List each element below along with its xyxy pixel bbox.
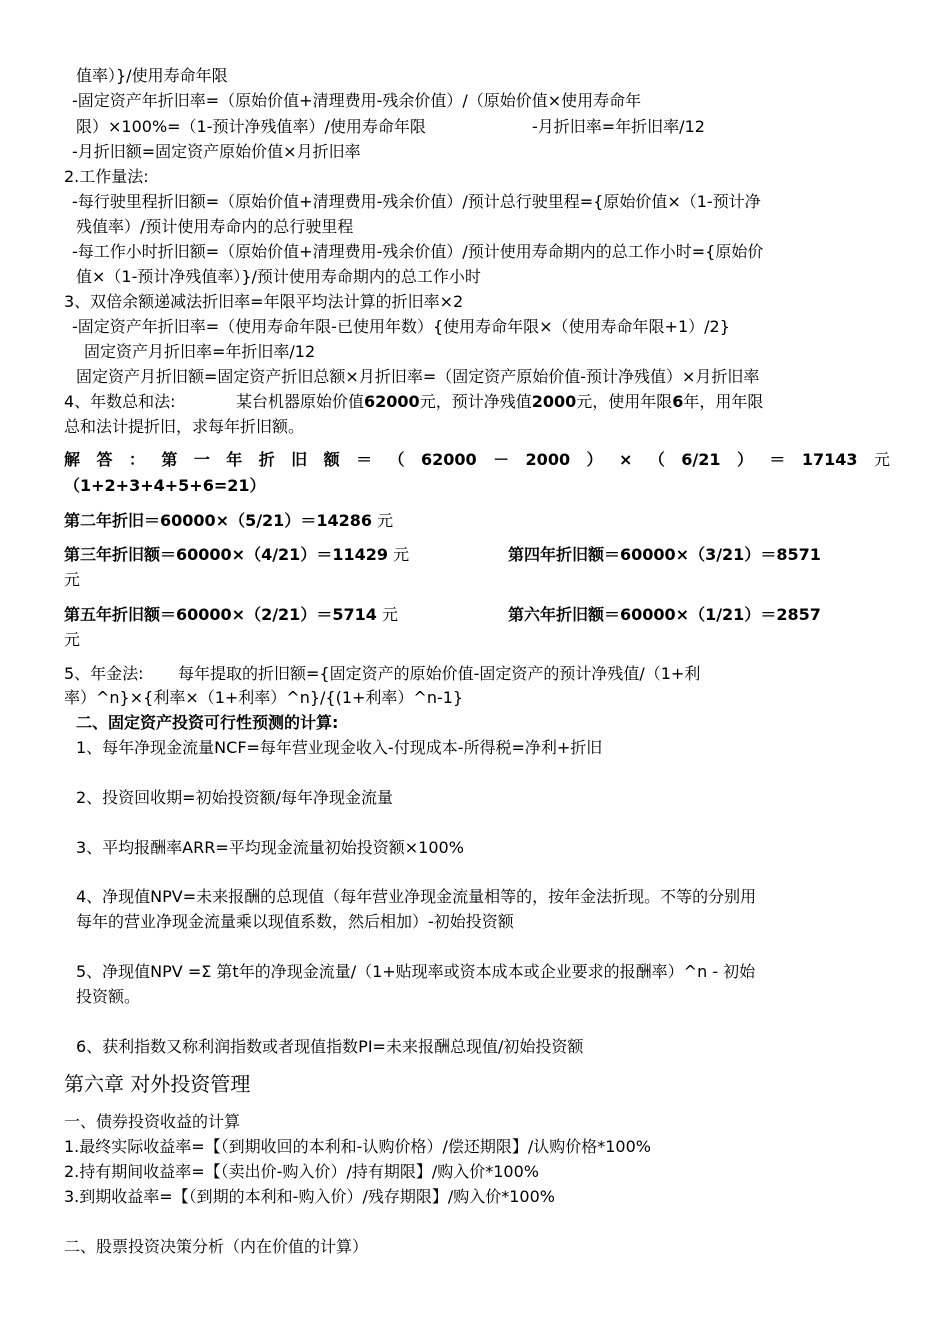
- text-span: 第二年折旧＝60000×（5/21）＝14286: [64, 511, 372, 530]
- section-heading: 一、债券投资收益的计算: [64, 1112, 241, 1131]
- text-line: -月折旧率=年折旧率/12: [532, 117, 705, 136]
- text-line: 每年的营业净现金流量乘以现值系数，然后相加）-初始投资额: [76, 912, 514, 931]
- text-line-justified: [64, 450, 890, 470]
- text-line: 率）^n}×{利率×（1+利率）^n}/{(1+利率）^n-1}: [64, 688, 464, 707]
- text-line: [236, 392, 763, 412]
- text-span: 62000: [420, 450, 477, 469]
- section-heading: 5、年金法:: [64, 664, 144, 683]
- text-line: （1+2+3+4+5+6=21）: [64, 476, 266, 495]
- text-span: 元: [393, 545, 410, 564]
- number-span: 6: [672, 392, 684, 411]
- text-span: 2000: [525, 450, 571, 469]
- number-span: 2000: [531, 392, 577, 411]
- text-line: 1、每年净现金流量NCF=每年营业现金收入-付现成本-所得税=净利+折旧: [76, 738, 603, 757]
- text-span: 折: [258, 450, 275, 469]
- text-line: 4、净现值NPV=未来报酬的总现值（每年营业净现金流量相等的，按年金法折现。不等的分别用: [76, 887, 757, 906]
- text-line: 6、获利指数又称利润指数或者现值指数PI=未来报酬总现值/初始投资额: [76, 1037, 584, 1056]
- text-line: [64, 605, 398, 625]
- section-heading: 3、双倍余额递减法折旧率=年限平均法计算的折旧率×2: [64, 292, 464, 311]
- section-heading: 二、股票投资决策分析（内在价值的计算）: [64, 1237, 369, 1256]
- text-line: 残值率）/预计使用寿命内的总行驶里程: [76, 217, 354, 236]
- text-span: 答: [96, 450, 113, 469]
- text-span: ）: [736, 450, 753, 469]
- section-heading: 2.工作量法:: [64, 167, 149, 186]
- text-line: 3、平均报酬率ARR=平均现金流量初始投资额×100%: [76, 838, 464, 857]
- text-span: 第: [161, 450, 178, 469]
- text-line: -每工作小时折旧额=（原始价值+清理费用-残余价值）/预计使用寿命期内的总工作小时={原始价: [72, 242, 764, 261]
- text-line: 第四年折旧额＝60000×（3/21）＝8571: [508, 545, 821, 564]
- text-span: 某台机器原始价值: [236, 392, 365, 411]
- text-span: 第五年折旧额＝60000×（2/21）＝5714: [64, 605, 377, 624]
- text-line: 值率）}/使用寿命年限: [76, 66, 228, 85]
- text-span: ：: [128, 450, 145, 469]
- text-span: －: [493, 450, 510, 469]
- text-span: ×: [618, 450, 633, 469]
- text-span: ）: [586, 450, 603, 469]
- number-span: 62000: [364, 392, 420, 411]
- text-span: 年，用年限: [683, 392, 764, 411]
- text-span: 第三年折旧额＝60000×（4/21）＝11429: [64, 545, 388, 564]
- text-line: -月折旧额=固定资产原始价值×月折旧率: [72, 142, 361, 161]
- text-span: 旧: [291, 450, 308, 469]
- text-line: 2.持有期间收益率=【（卖出价-购入价）/持有期限】/购入价*100%: [64, 1162, 539, 1181]
- chapter-title: 第六章 对外投资管理: [64, 1072, 251, 1096]
- text-span: 元，预计净残值: [419, 392, 532, 411]
- text-line: -每行驶里程折旧额=（原始价值+清理费用-残余价值）/预计总行驶里程={原始价值×（1-预计净: [72, 192, 761, 211]
- text-span: 额: [323, 450, 340, 469]
- text-span: 元: [873, 450, 890, 469]
- text-span: 元: [377, 511, 394, 530]
- text-span: 年: [226, 450, 243, 469]
- text-line: 3.到期收益率=【（到期的本利和-购入价）/残存期限】/购入价*100%: [64, 1187, 555, 1206]
- text-line: 每年提取的折旧额={固定资产的原始价值-固定资产的预计净残值/（1+利: [178, 664, 701, 683]
- text-line: 值×（1-预计净残值率）}/预计使用寿命期内的总工作小时: [76, 267, 481, 286]
- text-line: 5、净现值NPV =Σ 第t年的净现金流量/（1+贴现率或资本成本或企业要求的报酬率）^n - 初始: [76, 962, 756, 981]
- text-line: 固定资产月折旧率=年折旧率/12: [84, 342, 316, 361]
- text-line: 总和法计提折旧，求每年折旧额。: [64, 417, 305, 436]
- text-span: 17143: [801, 450, 858, 469]
- text-line: [64, 545, 409, 565]
- text-span: 解: [64, 450, 81, 469]
- text-line: 限）×100%=（1-预计净残值率）/使用寿命年限: [76, 117, 426, 136]
- text-line: 投资额。: [76, 987, 141, 1006]
- text-line: 元: [64, 570, 81, 589]
- text-span: ＝: [356, 450, 373, 469]
- section-heading: 二、固定资产投资可行性预测的计算:: [76, 713, 339, 732]
- text-span: ＝: [769, 450, 786, 469]
- text-line: -固定资产年折旧率=（使用寿命年限-已使用年数）{使用寿命年限×（使用寿命年限+1）/2}: [72, 317, 730, 336]
- text-span: （: [648, 450, 665, 469]
- text-span: （: [388, 450, 405, 469]
- text-line: -固定资产年折旧率=（原始价值+清理费用-残余价值）/（原始价值×使用寿命年: [72, 91, 642, 110]
- section-heading: 4、年数总和法:: [64, 392, 176, 411]
- text-line: 元: [64, 630, 81, 649]
- text-line: 2、投资回收期=初始投资额/每年净现金流量: [76, 788, 393, 807]
- text-line: 1.最终实际收益率=【（到期收回的本利和-认购价格）/偿还期限】/认购价格*100%: [64, 1137, 651, 1156]
- text-span: 6/21: [681, 450, 721, 469]
- text-span: 一: [193, 450, 210, 469]
- text-span: 元，使用年限: [576, 392, 673, 411]
- text-line: 固定资产月折旧额=固定资产折旧总额×月折旧率=（固定资产原始价值-预计净残值）×月折旧率: [76, 367, 760, 386]
- text-line: 第六年折旧额＝60000×（1/21）＝2857: [508, 605, 821, 624]
- text-line: [64, 511, 393, 531]
- text-span: 元: [381, 605, 398, 624]
